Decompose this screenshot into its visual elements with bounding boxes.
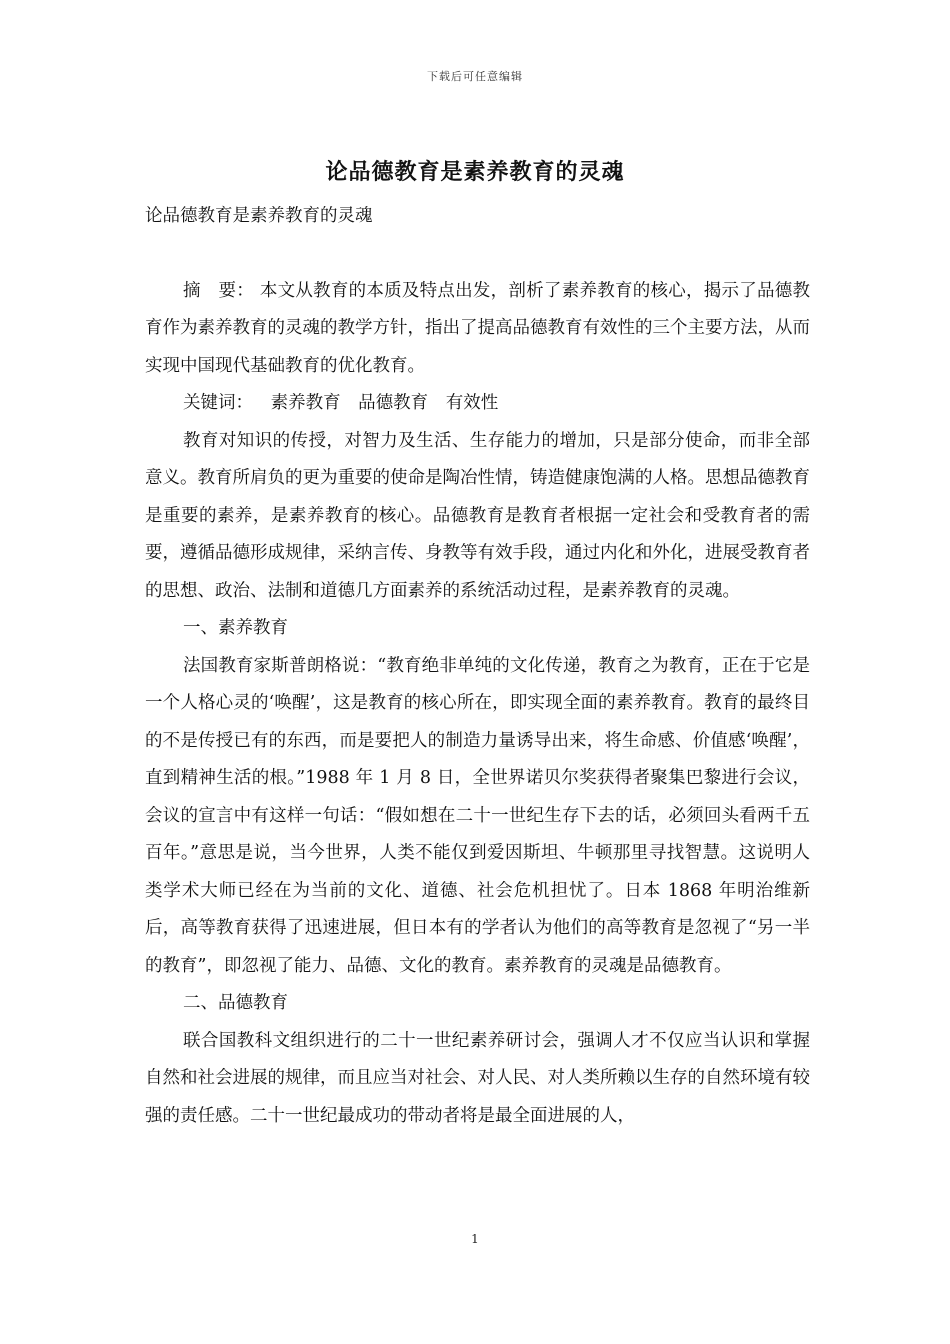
keywords-label: 关键词： [183, 393, 253, 413]
subtitle-line: 论品德教育是素养教育的灵魂 [145, 206, 373, 226]
keyword-item: 素养教育 [270, 393, 341, 413]
keyword-item: 有效性 [445, 393, 499, 413]
section1-heading: 一、素养教育 [183, 618, 288, 638]
header-note: 下载后可任意编辑 [427, 70, 523, 83]
page-number: 1 [471, 1232, 479, 1246]
keywords-paragraph [145, 385, 810, 423]
section2-paragraph: 联合国教科文组织进行的二十一世纪素养研讨会，强调人才不仅应当认识和掌握自然和社会进展的规律，而且应当对社会、对人民、对人类所赖以生存的自然环境有较强的责任感。二十一世纪最成功的带动者将是最全面进展的人， [145, 1030, 810, 1126]
abstract-text: 本文从教育的本质及特点出发，剖析了素养教育的核心，揭示了品德教育作为素养教育的灵魂的教学方针，指出了提高品德教育有效性的三个主要方法，从而实现中国现代基础教育的优化教育。 [145, 280, 811, 376]
document-title: 论品德教育是素养教育的灵魂 [325, 159, 625, 185]
section2-heading: 二、品德教育 [183, 993, 288, 1013]
document-body [145, 198, 810, 1135]
blank-line [145, 236, 810, 273]
abstract-label: 摘 要： [183, 280, 255, 301]
keyword-item: 品德教育 [358, 393, 429, 413]
abstract-paragraph [145, 273, 810, 386]
intro-paragraph: 教育对知识的传授，对智力及生活、生存能力的增加，只是部分使命，而非全部意义。教育所肩负的更为重要的使命是陶冶性情，铸造健康饱满的人格。思想品德教育是重要的素养，是素养教育的核心。品德教育是教育者根据一定社会和受教育者的需要，遵循品德形成规律，采纳言传、身教等有效手段，通过内化和外化，进展受教育者的思想、政治、法制和道德几方面素养的系统活动过程，是素养教育的灵魂。 [145, 430, 810, 601]
section1-paragraph: 法国教育家斯普朗格说：“教育绝非单纯的文化传递，教育之为教育，正在于它是一个人格心灵的‘唤醒’，这是教育的核心所在，即实现全面的素养教育。教育的最终目的不是传授已有的东西，而是要把人的制造力量诱导出来，将生命感、价值感‘唤醒’，直到精神生活的根。”1988 年 1 月 8 日，全世界诺贝尔奖获得者聚集巴黎进行会议，会议的宣言中有这样一句话：“假如想在二十一世纪生存下去的话，必须回头看两千五百年。”意思是说，当今世界，人类不能仅到爱因斯坦、牛顿那里寻找智慧。这说明人类学术大师已经在为当前的文化、道德、社会危机担忧了。日本 1868 年明治维新后，高等教育获得了迅速进展，但日本有的学者认为他们的高等教育是忽视了“另一半的教育”，即忽视了能力、品德、文化的教育。素养教育的灵魂是品德教育。 [145, 655, 810, 976]
